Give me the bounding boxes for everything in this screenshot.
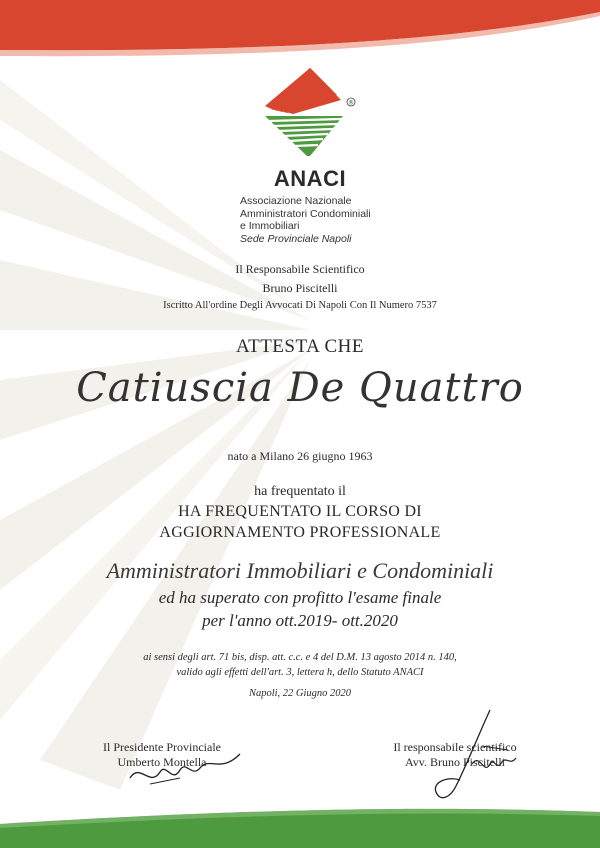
right-signatory-name: Avv. Bruno Piscitelli xyxy=(405,755,505,769)
brand-name: ANACI xyxy=(273,166,347,191)
right-signatory-title: Il responsabile scientifico xyxy=(393,740,517,754)
left-signatory-name: Umberto Montella xyxy=(117,755,207,769)
responsible-title: Il Responsabile Scientifico xyxy=(235,262,365,276)
sede-provinciale: Sede Provinciale Napoli xyxy=(240,232,352,245)
assoc-line-3: e Immobiliari xyxy=(240,220,300,232)
legal-reference-1: ai sensi degli art. 71 bis, disp. att. c.c. e 4 del D.M. 13 agosto 2014 n. 140, xyxy=(143,652,457,663)
assoc-line-1: Associazione Nazionale xyxy=(240,195,352,207)
birth-info: nato a Milano 26 giugno 1963 xyxy=(227,449,373,463)
left-signatory-title: Il Presidente Provinciale xyxy=(103,740,221,754)
responsible-name: Bruno Piscitelli xyxy=(262,281,338,295)
course-subject: Amministratori Immobiliari e Condominiali xyxy=(106,558,494,583)
course-line-2: AGGIORNAMENTO PROFESSIONALE xyxy=(159,524,441,541)
place-date: Napoli, 22 Giugno 2020 xyxy=(248,688,352,699)
recipient-name: Catiuscia De Quattro xyxy=(76,365,524,411)
course-year: per l'anno ott.2019- ott.2020 xyxy=(202,611,398,630)
anaci-logo-icon xyxy=(255,64,365,160)
responsible-registration: Iscritto All'ordine Degli Avvocati Di Napoli Con Il Numero 7537 xyxy=(163,300,437,311)
right-signature-scrawl xyxy=(420,706,530,806)
left-signature-scrawl xyxy=(120,748,250,798)
association-block xyxy=(240,195,380,245)
exam-passed: ed ha superato con profitto l'esame finale xyxy=(158,588,442,607)
assoc-line-2: Amministratori Condominiali xyxy=(240,207,371,220)
registered-mark: ® xyxy=(348,99,354,107)
attesta-heading: ATTESTA CHE xyxy=(235,336,364,357)
legal-reference-2: valido agli effetti dell'art. 3, lettera h, dello Statuto ANACI xyxy=(176,667,424,678)
course-line-1: HA FREQUENTATO IL CORSO DI xyxy=(178,503,422,520)
attended-text: ha frequentato il xyxy=(254,484,346,499)
